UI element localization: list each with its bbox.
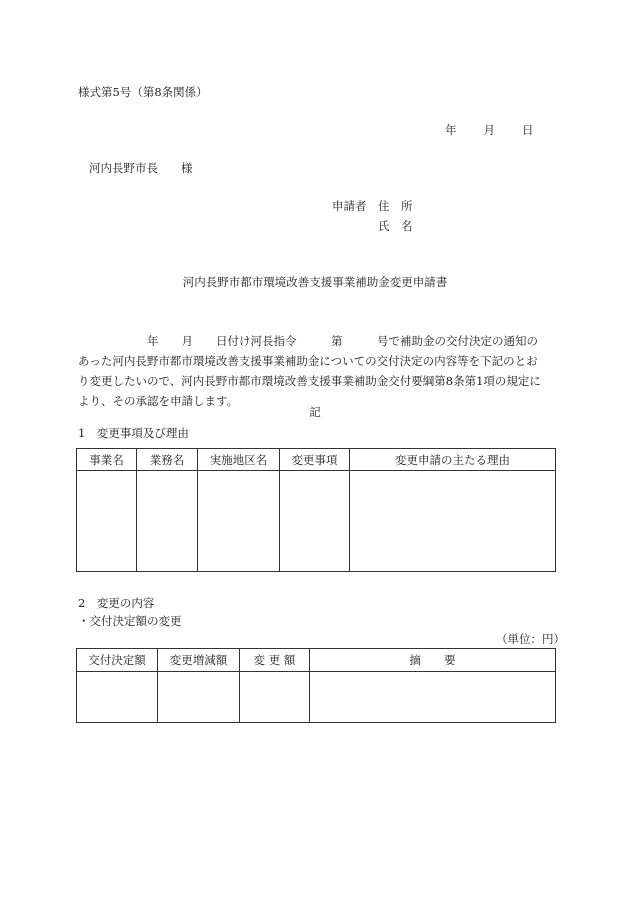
applicant-block [332,196,413,236]
cell-area-name[interactable] [198,471,280,572]
ki-heading: 記 [309,405,321,419]
cell-change-reason[interactable] [350,471,556,572]
cell-change-difference[interactable] [158,672,240,723]
cell-remarks[interactable] [310,672,556,723]
cell-changed-amount[interactable] [240,672,310,723]
date-year: 年 [445,123,457,137]
section2-subheading: ・交付決定額の変更 [78,614,182,628]
header-decided-amount: 交付決定額 [77,649,158,672]
applicant-label: 申請者 [332,199,367,213]
header-changed-amount: 変 更 額 [240,649,310,672]
header-task-name: 業務名 [137,449,198,471]
form-number: 様式第5号（第8条関係） [78,85,208,99]
header-change-reason: 変更申請の主たる理由 [350,449,556,471]
cell-project-name[interactable] [77,471,137,572]
body-text [78,331,556,411]
body-line-1: 年 月 日付け河長指令 第 号で補助金の交付決定の通知の [78,334,538,348]
table-header-row [77,649,556,672]
change-items-table [76,448,556,572]
addressee: 河内長野市長 様 [89,161,193,175]
document-title: 河内長野市都市環境改善支援事業補助金変更申請書 [182,275,448,289]
cell-task-name[interactable] [137,471,198,572]
body-line-3: り変更したいので、河内長野市都市環境改善支援事業補助金交付要綱第8条第1項の規定に [78,374,541,388]
header-change-item: 変更事項 [280,449,350,471]
header-change-difference: 変更増減額 [158,649,240,672]
header-project-name: 事業名 [77,449,137,471]
body-line-2: あった河内長野市都市環境改善支援事業補助金についての交付決定の内容等を下記のとお [78,354,538,368]
table-row [77,672,556,723]
section1-heading: 1 変更事項及び理由 [78,426,189,440]
section2-heading: 2 変更の内容 [78,596,155,610]
unit-label: （単位：円） [496,632,565,646]
amount-change-table [76,648,556,723]
applicant-address-label: 住 所 [378,199,413,213]
cell-decided-amount[interactable] [77,672,158,723]
applicant-name-label: 氏 名 [378,219,413,233]
cell-change-item[interactable] [280,471,350,572]
table-header-row [77,449,556,471]
body-line-4: より、その承認を申請します。 [78,394,239,408]
header-remarks: 摘 要 [310,649,556,672]
table-row [77,471,556,572]
header-area-name: 実施地区名 [198,449,280,471]
date-month: 月 [483,123,495,137]
date-line [445,122,534,138]
date-day: 日 [522,123,534,137]
